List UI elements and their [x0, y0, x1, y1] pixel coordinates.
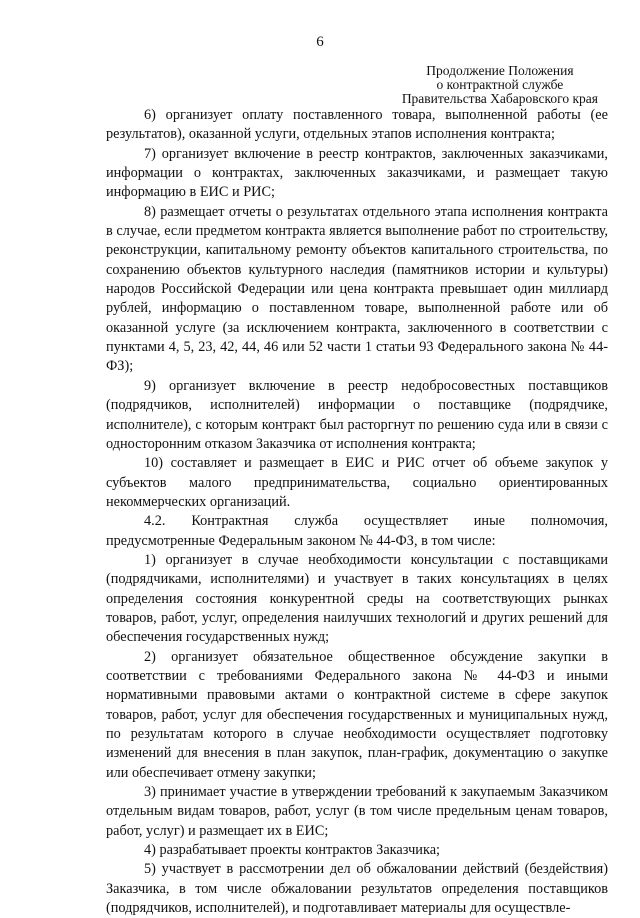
document-body	[106, 106, 608, 918]
header-line-3: Правительства Хабаровского края	[401, 91, 598, 106]
paragraph-subitem-4: 4) разрабатывает проекты контрактов Заказчика;	[144, 842, 441, 859]
header-line-1: Продолжение Положения	[426, 63, 574, 78]
paragraph-subitem-3: 3) принимает участие в утверждении требований к закупаемым Заказчиком отдельным видам товаров, работ, услуг (в том числе предельным ценам товаров, работ, услуг) и размещает их в ЕИС;	[106, 784, 608, 839]
paragraph-subitem-1: 1) организует в случае необходимости консультации с поставщиками (подрядчиками, исполнителями) и участвует в таких консультациях в целях определения состояния конкурентной среды на соответствующих рынках товаров, работ, услуг, определения наилучших технологий и других решений для обеспечения государственных нужд;	[106, 551, 608, 646]
paragraph-section-4-2: 4.2. Контрактная служба осуществляет иные полномочия, предусмотренные Федеральным законом № 44-ФЗ, в том числе:	[106, 513, 608, 549]
header-line-2: о контрактной службе	[436, 77, 564, 92]
header-note	[402, 64, 598, 106]
paragraph-item-6: 6) организует оплату поставленного товара, выполненной работы (ее результатов), оказанной услуги, отдельных этапов исполнения контракта;	[106, 107, 608, 143]
paragraph-item-9: 9) организует включение в реестр недобросовестных поставщиков (подрядчиков, исполнителей) информации о поставщике (подрядчике, исполнителе), с которым контракт был расторгнут по решению суда или в связи с односторонним отказом Заказчика от исполнения контракта;	[106, 377, 608, 452]
paragraph-item-10: 10) составляет и размещает в ЕИС и РИС отчет об объеме закупок у субъектов малого предпринимательства, социально ориентированных некоммерческих организаций.	[106, 455, 608, 510]
paragraph-item-8: 8) размещает отчеты о результатах отдельного этапа исполнения контракта в случае, если предметом контракта является выполнение работ по строительству, реконструкции, капитальному ремонту объектов капитального строительства, по сохранению объектов культурного наследия (памятников истории и культуры) народов Российской Федерации или цена контракта превышает один миллиард рублей, информацию о поставленном товаре, выполненной работе или об оказанной услуге (за исключением контракта, заключенного в соответствии с пунктами 4, 5, 23, 42, 44, 46 или 52 части 1 статьи 93 Федерального закона № 44-ФЗ);	[106, 203, 608, 375]
paragraph-subitem-5: 5) участвует в рассмотрении дел об обжаловании действий (бездействия) Заказчика, в том числе обжаловании результатов определения поставщиков (подрядчиков, исполнителей), и подготавливает материалы для осуществле-	[106, 861, 608, 917]
page-number: 6	[316, 34, 324, 50]
paragraph-item-7: 7) организует включение в реестр контрактов, заключенных заказчиками, информации о контрактах, заключенных заказчиками, и размещает такую информацию в ЕИС и РИС;	[106, 145, 608, 201]
paragraph-subitem-2: 2) организует обязательное общественное обсуждение закупки в соответствии с требованиями Федерального закона № 44-ФЗ и иными нормативными правовыми актами о контрактной системе в сфере закупок товаров, работ, услуг для обеспечения государственных и муниципальных нужд, по результатам которого в случае необходимости осуществляет подготовку изменений для внесения в план закупок, план-график, документацию о закупке или обеспечивает отмену закупки;	[106, 648, 608, 781]
